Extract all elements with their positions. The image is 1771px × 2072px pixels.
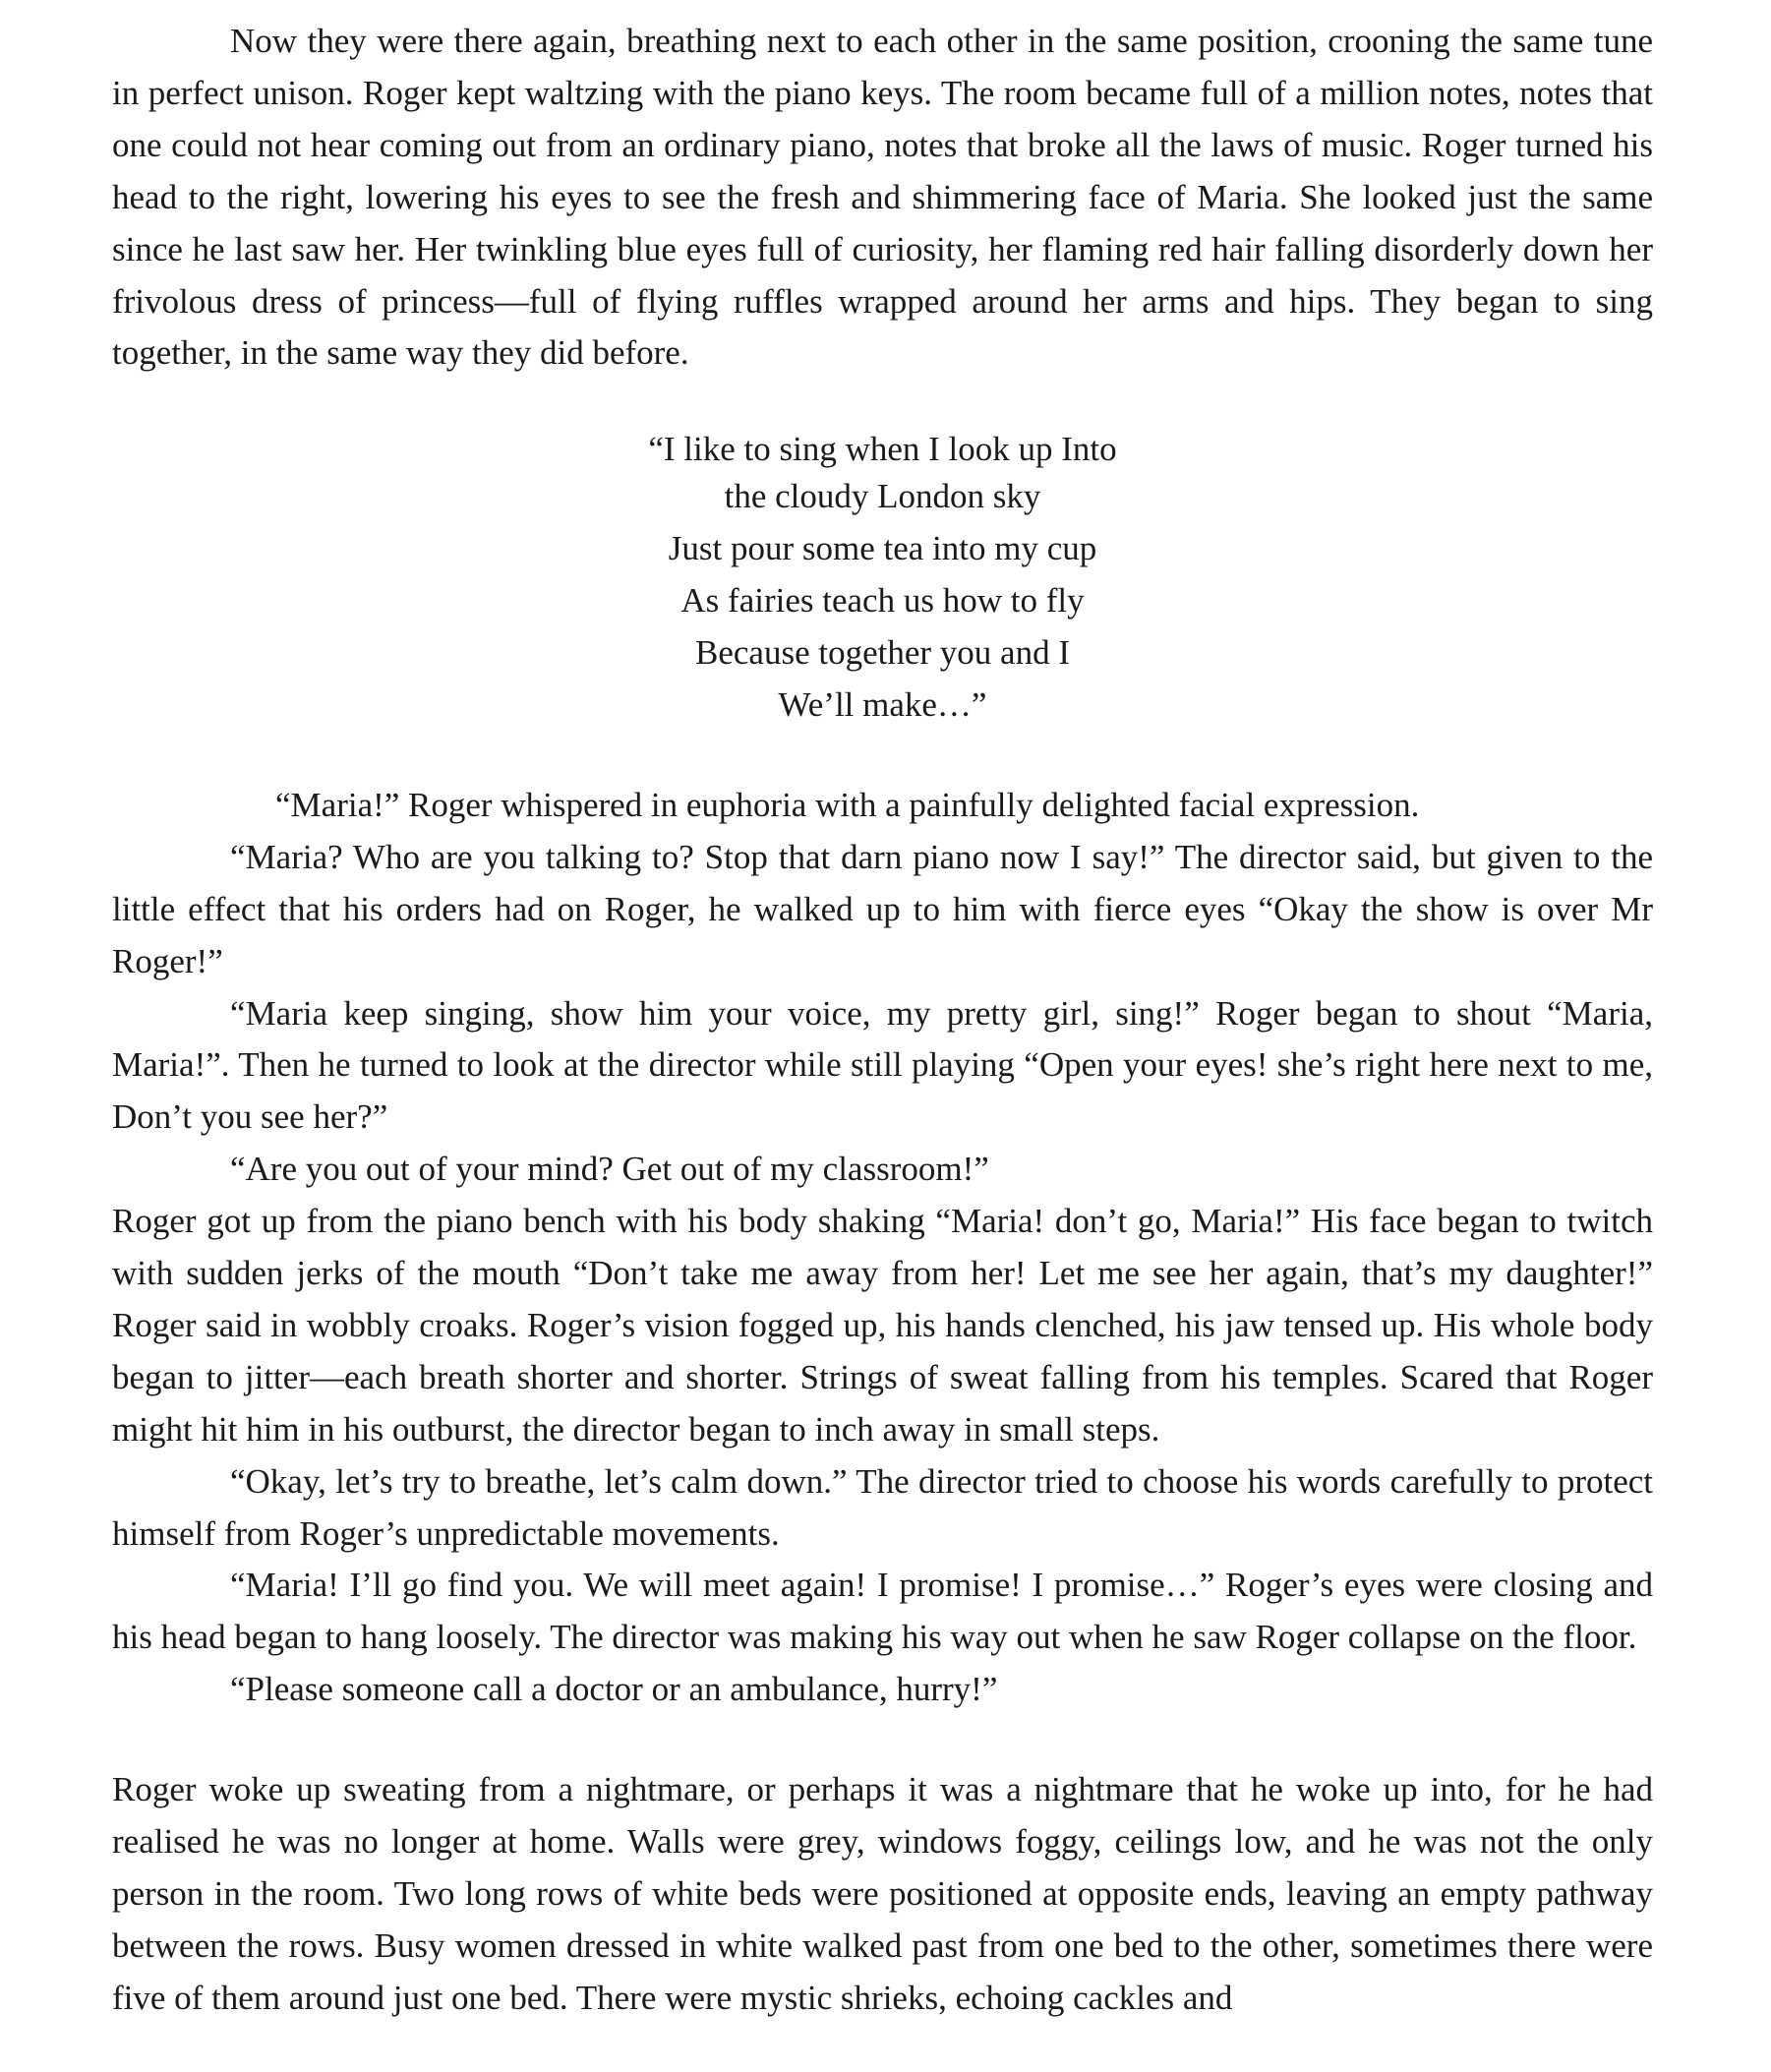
lyric-line-3: Just pour some tea into my cup [668, 529, 1097, 568]
section-spacer [112, 732, 1653, 780]
paragraph-calm-down: “Okay, let’s try to breathe, let’s calm down.” The director tried to choose his words carefully to protect himself from Roger’s unpredictable movements. [112, 1461, 1653, 1553]
paragraph-promise: “Maria! I’ll go find you. We will meet again! I promise! I promise…” Roger’s eyes were closing and his head began to hang loosely. The director was making his way out when he saw Roger collapse on the floor. [112, 1566, 1653, 1657]
paragraph-maria-whisper: “Maria!” Roger whispered in euphoria with a painfully delighted facial expression. [275, 785, 1420, 824]
document-page [112, 16, 1653, 2025]
paragraph-director-stop: “Maria? Who are you talking to? Stop that darn piano now I say!” The director said, but given to the little effect that his orders had on Roger, he walked up to him with fierce eyes “Okay the show is over Mr Roger!” [112, 837, 1653, 980]
paragraph-out-of-mind: “Are you out of your mind? Get out of my classroom!” [230, 1150, 989, 1189]
paragraph-roger-shaking: Roger got up from the piano bench with his body shaking “Maria! don’t go, Maria!” His face began to twitch with sudden jerks of the mouth “Don’t take me away from her! Let me see her again, that’s my daughter!” Roger said in wobbly croaks. Roger’s vision fogged up, his hands clenched, his jaw tensed up. His whole body began to jitter—each breath shorter and shorter. Strings of sweat falling from his temples. Scared that Roger might hit him in his outburst, the director began to inch away in small steps. [112, 1202, 1653, 1449]
paragraph-keep-singing: “Maria keep singing, show him your voice, my pretty girl, sing!” Roger began to shout “Maria, Maria!”. Then he turned to look at the director while still playing “Open your eyes! she’s right here next to me, Don’t you see her?” [112, 993, 1653, 1137]
lyric-line-4: As fairies teach us how to fly [680, 581, 1085, 621]
paragraph-opening: Now they were there again, breathing next to each other in the same position, crooning the same tune in perfect unison. Roger kept waltzing with the piano keys. The room became full of a million notes, notes that one could not hear coming out from an ordinary piano, notes that broke all the laws of music. Roger turned his head to the right, lowering his eyes to see the fresh and shimmering face of Maria. She looked just the same since he last saw her. Her twinkling blue eyes full of curiosity, her flaming red hair falling disorderly down her frivolous dress of princess—full of flying ruffles wrapped around her arms and hips. They began to sing together, in the same way they did before. [112, 22, 1653, 373]
paragraph-call-doctor: “Please someone call a doctor or an ambulance, hurry!” [230, 1670, 998, 1709]
section-spacer [112, 380, 1653, 428]
lyric-line-2: the cloudy London sky [724, 477, 1041, 516]
section-spacer [112, 1716, 1653, 1764]
song-lyrics [112, 428, 1653, 732]
lyric-line-1: “I like to sing when I look up Into [648, 430, 1117, 469]
paragraph-woke-up: Roger woke up sweating from a nightmare, or perhaps it was a nightmare that he woke up into, for he had realised he was no longer at home. Walls were grey, windows foggy, ceilings low, and he was not the only person in the room. Two long rows of white beds were positioned at opposite ends, leaving an empty pathway between the rows. Busy women dressed in white walked past from one bed to the other, sometimes there were five of them around just one bed. There were mystic shrieks, echoing cackles and [112, 1770, 1653, 2017]
lyric-line-6: We’ll make…” [778, 684, 987, 724]
lyric-line-5: Because together you and I [695, 633, 1070, 673]
